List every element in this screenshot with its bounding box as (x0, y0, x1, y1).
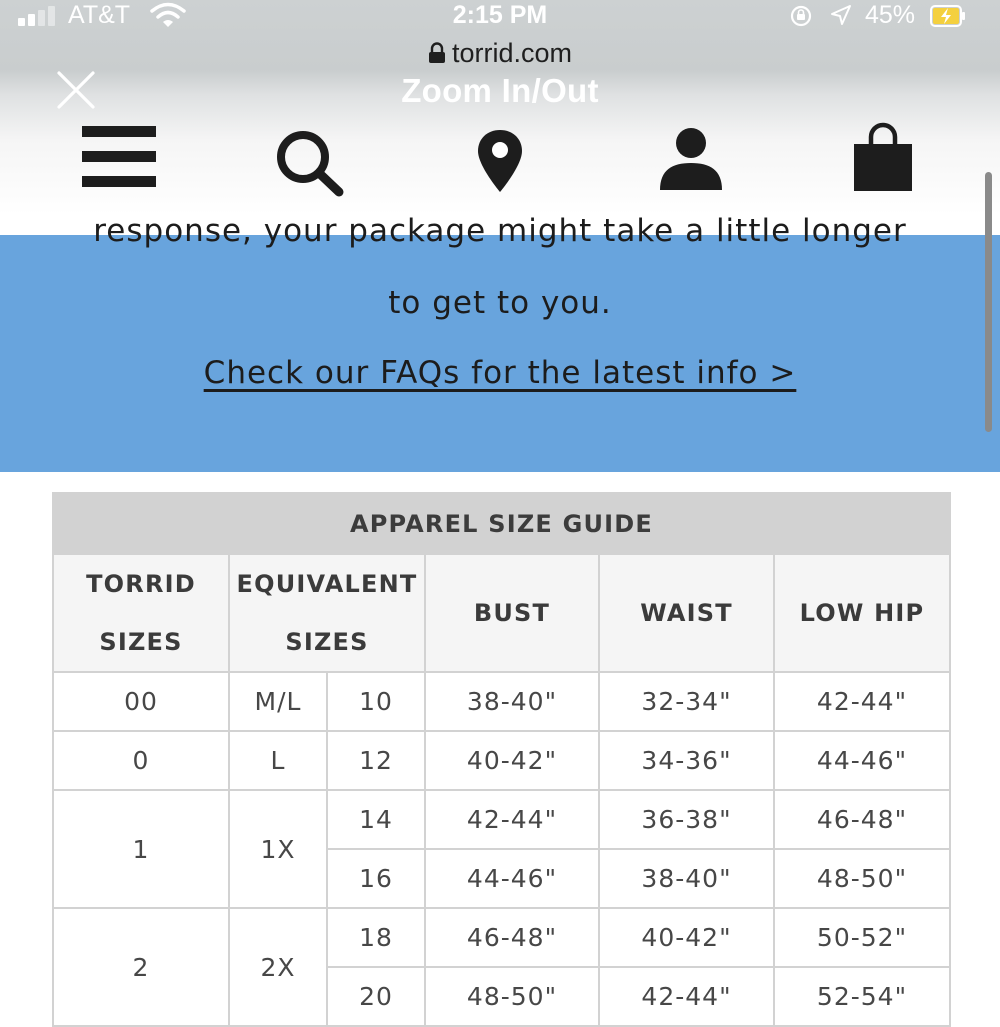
bust-cell: 42-44" (425, 790, 599, 849)
banner-text: to get to you. (388, 285, 612, 321)
size-guide-title: APPAREL SIZE GUIDE (53, 493, 950, 554)
letter-size-cell: 1X (229, 790, 327, 908)
torrid-size-cell: 1 (53, 790, 229, 908)
waist-cell: 42-44" (599, 967, 774, 1026)
header-equivalent-sizes: EQUIVALENT SIZES (229, 554, 425, 672)
status-bar (0, 0, 1000, 34)
zoom-in-out-label: Zoom In/Out (401, 72, 599, 109)
table-row (53, 672, 950, 731)
letter-size-cell: M/L (229, 672, 327, 731)
shopping-bag-icon[interactable] (852, 124, 914, 192)
waist-cell: 32-34" (599, 672, 774, 731)
hip-cell: 48-50" (774, 849, 950, 908)
numeric-size-cell: 12 (327, 731, 425, 790)
browser-chrome (0, 0, 1000, 215)
banner-text-cutoff: response, your package might take a little longer (93, 213, 907, 249)
torrid-size-cell: 00 (53, 672, 229, 731)
letter-size-cell: L (229, 731, 327, 790)
waist-cell: 36-38" (599, 790, 774, 849)
bust-cell: 46-48" (425, 908, 599, 967)
header-low-hip: LOW HIP (774, 554, 950, 672)
battery-percent: 45% (865, 1, 916, 29)
bust-cell: 40-42" (425, 731, 599, 790)
hip-cell: 42-44" (774, 672, 950, 731)
search-icon[interactable] (273, 128, 345, 196)
hip-cell: 44-46" (774, 731, 950, 790)
torrid-size-cell: 2 (53, 908, 229, 1026)
numeric-size-cell: 10 (327, 672, 425, 731)
hip-cell: 46-48" (774, 790, 950, 849)
battery-charging-icon (930, 5, 966, 27)
header-torrid-sizes: TORRID SIZES (53, 554, 229, 672)
table-row (53, 908, 950, 967)
url-text: torrid.com (451, 38, 573, 68)
header-row (53, 554, 950, 672)
hip-cell: 52-54" (774, 967, 950, 1026)
torrid-size-cell: 0 (53, 731, 229, 790)
shipping-notice-banner (0, 213, 1000, 472)
location-arrow-icon (830, 4, 852, 26)
letter-size-cell: 2X (229, 908, 327, 1026)
bust-cell: 38-40" (425, 672, 599, 731)
carrier-name: AT&T (68, 1, 131, 29)
table-row (53, 790, 950, 849)
numeric-size-cell: 18 (327, 908, 425, 967)
status-time: 2:15 PM (452, 1, 548, 29)
rotation-lock-icon (790, 5, 812, 27)
header-bust: BUST (425, 554, 599, 672)
hip-cell: 50-52" (774, 908, 950, 967)
faq-link-wrapper (0, 355, 1000, 391)
bust-cell: 44-46" (425, 849, 599, 908)
lock-icon (428, 42, 446, 64)
table-row (53, 731, 950, 790)
apparel-size-guide-table (52, 492, 951, 1027)
waist-cell: 40-42" (599, 908, 774, 967)
header-waist: WAIST (599, 554, 774, 672)
menu-icon[interactable] (82, 126, 156, 188)
faq-link[interactable]: Check our FAQs for the latest info > (203, 355, 797, 391)
waist-cell: 38-40" (599, 849, 774, 908)
account-icon[interactable] (658, 126, 724, 192)
numeric-size-cell: 20 (327, 967, 425, 1026)
page-scrollbar[interactable] (985, 172, 992, 432)
numeric-size-cell: 16 (327, 849, 425, 908)
numeric-size-cell: 14 (327, 790, 425, 849)
address-bar[interactable] (0, 38, 1000, 69)
bust-cell: 48-50" (425, 967, 599, 1026)
location-pin-icon[interactable] (477, 128, 523, 194)
waist-cell: 34-36" (599, 731, 774, 790)
